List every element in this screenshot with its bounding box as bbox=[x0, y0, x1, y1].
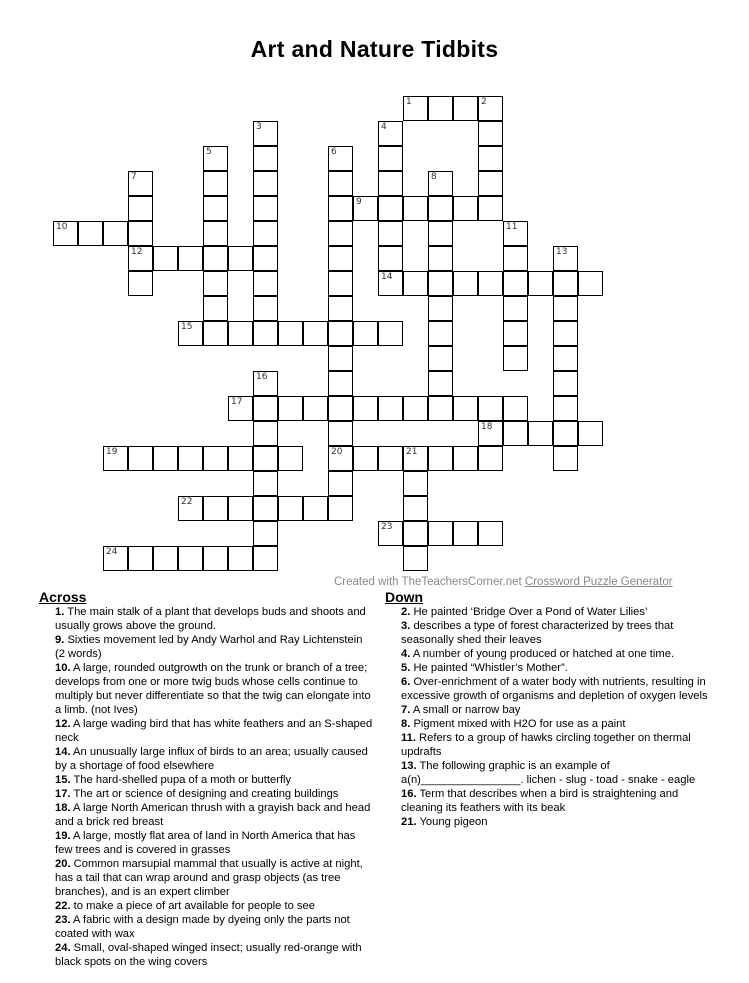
cell-number: 15 bbox=[181, 322, 193, 332]
clue-number: 13. bbox=[401, 760, 417, 772]
cell-number: 12 bbox=[131, 247, 143, 257]
grid-cell[interactable] bbox=[228, 246, 253, 271]
grid-cell[interactable] bbox=[378, 146, 403, 171]
grid-cell[interactable] bbox=[353, 321, 378, 346]
grid-cell[interactable] bbox=[428, 321, 453, 346]
grid-cell[interactable] bbox=[528, 271, 553, 296]
grid-cell[interactable] bbox=[253, 496, 278, 521]
grid-cell[interactable] bbox=[278, 496, 303, 521]
grid-cell[interactable] bbox=[253, 171, 278, 196]
grid-cell[interactable] bbox=[328, 496, 353, 521]
grid-cell[interactable] bbox=[53, 221, 78, 246]
cell-number: 20 bbox=[331, 447, 343, 457]
grid-cell[interactable] bbox=[228, 446, 253, 471]
grid-cell[interactable] bbox=[253, 246, 278, 271]
grid-cell[interactable] bbox=[553, 396, 578, 421]
grid-cell[interactable] bbox=[303, 496, 328, 521]
grid-cell[interactable] bbox=[403, 496, 428, 521]
down-clue bbox=[385, 717, 720, 731]
grid-cell[interactable] bbox=[303, 396, 328, 421]
clue-text: A fabric with a design made by dyeing only the parts not coated with wax bbox=[55, 914, 350, 940]
grid-cell[interactable] bbox=[128, 271, 153, 296]
grid-cell[interactable] bbox=[128, 196, 153, 221]
grid-cell[interactable] bbox=[253, 196, 278, 221]
grid-cell[interactable] bbox=[378, 321, 403, 346]
grid-cell[interactable] bbox=[328, 146, 353, 171]
grid-cell[interactable] bbox=[553, 271, 578, 296]
clue-text: He painted “Whistler’s Mother”. bbox=[410, 662, 568, 674]
down-heading: Down bbox=[385, 589, 424, 605]
clue-text: The following graphic is an example of a(n)________________. lichen - slug - toad - snake - eagle bbox=[401, 760, 696, 786]
grid-cell[interactable] bbox=[403, 271, 428, 296]
grid-cell[interactable] bbox=[478, 121, 503, 146]
grid-cell[interactable] bbox=[253, 146, 278, 171]
cell-number: 16 bbox=[256, 372, 268, 382]
grid-cell[interactable] bbox=[553, 346, 578, 371]
grid-cell[interactable] bbox=[453, 196, 478, 221]
grid-cell[interactable] bbox=[103, 446, 128, 471]
clue-number: 20. bbox=[55, 858, 71, 870]
grid-cell[interactable] bbox=[428, 296, 453, 321]
grid-cell[interactable] bbox=[528, 421, 553, 446]
grid-cell[interactable] bbox=[253, 271, 278, 296]
grid-cell[interactable] bbox=[328, 221, 353, 246]
clue-text: A large North American thrush with a grayish back and head and a brick red breast bbox=[55, 802, 371, 828]
grid-cell[interactable] bbox=[478, 396, 503, 421]
grid-cell[interactable] bbox=[428, 246, 453, 271]
grid-cell[interactable] bbox=[403, 196, 428, 221]
clue-number: 8. bbox=[401, 718, 411, 730]
grid-cell[interactable] bbox=[253, 121, 278, 146]
across-clue-list bbox=[39, 605, 374, 969]
cell-number: 17 bbox=[231, 397, 243, 407]
grid-cell[interactable] bbox=[278, 321, 303, 346]
clue-text: A large wading bird that has white feathers and an S-shaped neck bbox=[55, 718, 373, 744]
down-clue bbox=[385, 787, 720, 815]
grid-cell[interactable] bbox=[178, 546, 203, 571]
grid-cell[interactable] bbox=[553, 246, 578, 271]
grid-cell[interactable] bbox=[128, 546, 153, 571]
grid-cell[interactable] bbox=[328, 296, 353, 321]
grid-cell[interactable] bbox=[203, 221, 228, 246]
grid-cell[interactable] bbox=[128, 446, 153, 471]
across-clue bbox=[39, 605, 374, 633]
grid-cell[interactable] bbox=[128, 246, 153, 271]
grid-cell[interactable] bbox=[578, 271, 603, 296]
grid-cell[interactable] bbox=[328, 421, 353, 446]
grid-cell[interactable] bbox=[328, 396, 353, 421]
grid-cell[interactable] bbox=[178, 246, 203, 271]
grid-cell[interactable] bbox=[203, 496, 228, 521]
grid-cell[interactable] bbox=[428, 271, 453, 296]
grid-cell[interactable] bbox=[353, 396, 378, 421]
down-clue bbox=[385, 815, 720, 829]
clue-text: Small, oval-shaped winged insect; usually red-orange with black spots on the wing covers bbox=[55, 942, 362, 968]
clue-number: 4. bbox=[401, 648, 411, 660]
down-clues bbox=[385, 590, 720, 829]
down-clue bbox=[385, 605, 720, 619]
grid-cell[interactable] bbox=[378, 396, 403, 421]
across-clue bbox=[39, 661, 374, 717]
grid-cell[interactable] bbox=[453, 96, 478, 121]
across-heading: Across bbox=[39, 589, 87, 605]
clue-text: The main stalk of a plant that develops buds and shoots and usually grows above the ground. bbox=[55, 606, 366, 632]
grid-cell[interactable] bbox=[503, 396, 528, 421]
clue-text: A small or narrow bay bbox=[410, 704, 521, 716]
grid-cell[interactable] bbox=[478, 196, 503, 221]
grid-cell[interactable] bbox=[453, 446, 478, 471]
grid-cell[interactable] bbox=[428, 446, 453, 471]
grid-cell[interactable] bbox=[203, 246, 228, 271]
grid-cell[interactable] bbox=[328, 371, 353, 396]
clue-number: 10. bbox=[55, 662, 71, 674]
grid-cell[interactable] bbox=[503, 221, 528, 246]
grid-cell[interactable] bbox=[428, 396, 453, 421]
clue-text: A number of young produced or hatched at one time. bbox=[410, 648, 675, 660]
grid-cell[interactable] bbox=[253, 421, 278, 446]
grid-cell[interactable] bbox=[103, 221, 128, 246]
grid-cell[interactable] bbox=[378, 246, 403, 271]
cell-number: 14 bbox=[381, 272, 393, 282]
grid-cell[interactable] bbox=[103, 546, 128, 571]
grid-cell[interactable] bbox=[228, 496, 253, 521]
across-clue bbox=[39, 745, 374, 773]
grid-cell[interactable] bbox=[328, 346, 353, 371]
grid-cell[interactable] bbox=[378, 221, 403, 246]
clue-number: 24. bbox=[55, 942, 71, 954]
cell-number: 3 bbox=[256, 122, 262, 132]
grid-cell[interactable] bbox=[553, 371, 578, 396]
down-clue-list bbox=[385, 605, 720, 829]
grid-cell[interactable] bbox=[403, 446, 428, 471]
cell-number: 4 bbox=[381, 122, 387, 132]
grid-cell[interactable] bbox=[78, 221, 103, 246]
grid-cell[interactable] bbox=[453, 396, 478, 421]
clue-text: A large, rounded outgrowth on the trunk or branch of a tree; develops from one or more twig buds whose cells continue to multiply but never differentiate so that the twig can elongate into a limb. (not Ives) bbox=[55, 662, 371, 716]
grid-cell[interactable] bbox=[378, 446, 403, 471]
across-clues bbox=[39, 590, 374, 969]
grid-cell[interactable] bbox=[203, 196, 228, 221]
grid-cell[interactable] bbox=[278, 446, 303, 471]
grid-cell[interactable] bbox=[403, 96, 428, 121]
clue-number: 15. bbox=[55, 774, 71, 786]
grid-cell[interactable] bbox=[253, 546, 278, 571]
grid-cell[interactable] bbox=[328, 271, 353, 296]
grid-cell[interactable] bbox=[353, 196, 378, 221]
grid-cell[interactable] bbox=[428, 96, 453, 121]
clue-text: Pigment mixed with H2O for use as a paint bbox=[410, 718, 626, 730]
grid-cell[interactable] bbox=[328, 471, 353, 496]
credit-text: Created with TheTeachersCorner.net bbox=[334, 576, 525, 588]
grid-cell[interactable] bbox=[378, 121, 403, 146]
across-clue bbox=[39, 717, 374, 745]
clue-number: 12. bbox=[55, 718, 71, 730]
grid-cell[interactable] bbox=[228, 396, 253, 421]
grid-cell[interactable] bbox=[178, 446, 203, 471]
across-clue bbox=[39, 829, 374, 857]
grid-cell[interactable] bbox=[178, 321, 203, 346]
grid-cell[interactable] bbox=[453, 271, 478, 296]
grid-cell[interactable] bbox=[203, 321, 228, 346]
clue-number: 16. bbox=[401, 788, 417, 800]
grid-cell[interactable] bbox=[478, 171, 503, 196]
grid-cell[interactable] bbox=[253, 371, 278, 396]
grid-cell[interactable] bbox=[278, 396, 303, 421]
grid-cell[interactable] bbox=[128, 171, 153, 196]
grid-cell[interactable] bbox=[478, 146, 503, 171]
grid-cell[interactable] bbox=[553, 296, 578, 321]
grid-cell[interactable] bbox=[478, 521, 503, 546]
grid-cell[interactable] bbox=[428, 171, 453, 196]
grid-cell[interactable] bbox=[153, 546, 178, 571]
clue-text: He painted ‘Bridge Over a Pond of Water Lilies’ bbox=[410, 606, 648, 618]
clue-number: 21. bbox=[401, 816, 417, 828]
generator-link[interactable]: Crossword Puzzle Generator bbox=[524, 576, 673, 588]
grid-cell[interactable] bbox=[228, 546, 253, 571]
grid-cell[interactable] bbox=[453, 521, 478, 546]
clue-text: Sixties movement led by Andy Warhol and Ray Lichtenstein (2 words) bbox=[55, 634, 363, 660]
grid-cell[interactable] bbox=[553, 421, 578, 446]
cell-number: 13 bbox=[556, 247, 568, 257]
grid-cell[interactable] bbox=[253, 321, 278, 346]
clue-number: 19. bbox=[55, 830, 71, 842]
clue-number: 14. bbox=[55, 746, 71, 758]
credit-line bbox=[334, 576, 673, 588]
cell-number: 23 bbox=[381, 522, 393, 532]
clue-text: An unusually large influx of birds to an area; usually caused by a shortage of food elsewhere bbox=[55, 746, 368, 772]
down-clue bbox=[385, 619, 720, 647]
down-clue bbox=[385, 661, 720, 675]
grid-cell[interactable] bbox=[378, 271, 403, 296]
cell-number: 24 bbox=[106, 547, 118, 557]
grid-cell[interactable] bbox=[503, 246, 528, 271]
grid-cell[interactable] bbox=[378, 196, 403, 221]
cell-number: 7 bbox=[131, 172, 137, 182]
cell-number: 8 bbox=[431, 172, 437, 182]
grid-cell[interactable] bbox=[253, 221, 278, 246]
clue-number: 6. bbox=[401, 676, 411, 688]
grid-cell[interactable] bbox=[203, 296, 228, 321]
grid-cell[interactable] bbox=[503, 321, 528, 346]
clue-number: 5. bbox=[401, 662, 411, 674]
grid-cell[interactable] bbox=[553, 446, 578, 471]
clue-number: 17. bbox=[55, 788, 71, 800]
grid-cell[interactable] bbox=[128, 221, 153, 246]
grid-cell[interactable] bbox=[328, 196, 353, 221]
clue-text: Refers to a group of hawks circling together on thermal updrafts bbox=[401, 732, 691, 758]
down-clue bbox=[385, 647, 720, 661]
grid-cell[interactable] bbox=[328, 171, 353, 196]
cell-number: 22 bbox=[181, 497, 193, 507]
down-clue bbox=[385, 731, 720, 759]
across-clue bbox=[39, 913, 374, 941]
clue-number: 11. bbox=[401, 732, 416, 744]
grid-cell[interactable] bbox=[203, 146, 228, 171]
clue-number: 2. bbox=[401, 606, 411, 618]
grid-cell[interactable] bbox=[428, 346, 453, 371]
cell-number: 10 bbox=[56, 222, 68, 232]
grid-cell[interactable] bbox=[153, 246, 178, 271]
grid-cell[interactable] bbox=[178, 496, 203, 521]
clue-text: Common marsupial mammal that usually is active at night, has a tail that can wrap around and grasp objects (as tree branches), and is an expert climber bbox=[55, 858, 363, 898]
grid-cell[interactable] bbox=[328, 446, 353, 471]
grid-cell[interactable] bbox=[578, 421, 603, 446]
grid-cell[interactable] bbox=[503, 421, 528, 446]
grid-cell[interactable] bbox=[428, 521, 453, 546]
grid-cell[interactable] bbox=[428, 221, 453, 246]
cell-number: 19 bbox=[106, 447, 118, 457]
grid-cell[interactable] bbox=[253, 521, 278, 546]
clue-number: 1. bbox=[55, 606, 65, 618]
grid-cell[interactable] bbox=[253, 471, 278, 496]
page-title: Art and Nature Tidbits bbox=[250, 36, 499, 62]
grid-cell[interactable] bbox=[553, 321, 578, 346]
clue-text: describes a type of forest characterized by trees that seasonally shed their leaves bbox=[401, 620, 674, 646]
grid-cell[interactable] bbox=[203, 446, 228, 471]
grid-cell[interactable] bbox=[153, 446, 178, 471]
clue-number: 22. bbox=[55, 900, 71, 912]
across-clue bbox=[39, 633, 374, 661]
grid-cell[interactable] bbox=[478, 446, 503, 471]
grid-cell[interactable] bbox=[328, 321, 353, 346]
cell-number: 21 bbox=[406, 447, 418, 457]
grid-cell[interactable] bbox=[428, 371, 453, 396]
grid-cell[interactable] bbox=[203, 546, 228, 571]
down-clue bbox=[385, 703, 720, 717]
grid-cell[interactable] bbox=[503, 296, 528, 321]
cell-number: 6 bbox=[331, 147, 337, 157]
cell-number: 1 bbox=[406, 97, 412, 107]
clue-text: Young pigeon bbox=[416, 816, 488, 828]
grid-cell[interactable] bbox=[403, 521, 428, 546]
grid-cell[interactable] bbox=[378, 521, 403, 546]
grid-cell[interactable] bbox=[478, 271, 503, 296]
grid-cell[interactable] bbox=[228, 321, 253, 346]
cell-number: 2 bbox=[481, 97, 487, 107]
grid-cell[interactable] bbox=[253, 396, 278, 421]
clue-number: 9. bbox=[55, 634, 65, 646]
clue-number: 3. bbox=[401, 620, 411, 632]
grid-cell[interactable] bbox=[253, 296, 278, 321]
clue-text: Over-enrichment of a water body with nutrients, resulting in excessive growth of organisms and depletion of oxygen levels bbox=[401, 676, 708, 702]
clue-text: to make a piece of art available for people to see bbox=[70, 900, 315, 912]
across-clue bbox=[39, 857, 374, 899]
grid-cell[interactable] bbox=[328, 246, 353, 271]
grid-cell[interactable] bbox=[428, 196, 453, 221]
grid-cell[interactable] bbox=[478, 421, 503, 446]
across-clue bbox=[39, 801, 374, 829]
grid-cell[interactable] bbox=[403, 546, 428, 571]
grid-cell[interactable] bbox=[403, 396, 428, 421]
across-clue bbox=[39, 787, 374, 801]
grid-cell[interactable] bbox=[253, 446, 278, 471]
cell-number: 9 bbox=[356, 197, 362, 207]
clue-text: The hard-shelled pupa of a moth or butterfly bbox=[70, 774, 292, 786]
across-clue bbox=[39, 773, 374, 787]
grid-cell[interactable] bbox=[503, 346, 528, 371]
down-clue bbox=[385, 675, 720, 703]
clue-number: 18. bbox=[55, 802, 71, 814]
grid-cell[interactable] bbox=[503, 271, 528, 296]
clue-number: 23. bbox=[55, 914, 71, 926]
clue-text: A large, mostly flat area of land in North America that has few trees and is covered in grasses bbox=[55, 830, 356, 856]
grid-cell[interactable] bbox=[303, 321, 328, 346]
across-clue bbox=[39, 899, 374, 913]
grid-cell[interactable] bbox=[203, 171, 228, 196]
clue-number: 7. bbox=[401, 704, 411, 716]
grid-cell[interactable] bbox=[403, 471, 428, 496]
grid-cell[interactable] bbox=[378, 171, 403, 196]
cell-number: 11 bbox=[506, 222, 518, 232]
across-clue bbox=[39, 941, 374, 969]
grid-cell[interactable] bbox=[203, 271, 228, 296]
cell-number: 5 bbox=[206, 147, 212, 157]
grid-cell[interactable] bbox=[353, 446, 378, 471]
clue-text: The art or science of designing and creating buildings bbox=[70, 788, 339, 800]
clue-text: Term that describes when a bird is straightening and cleaning its feathers with its beak bbox=[401, 788, 679, 814]
cell-number: 18 bbox=[481, 422, 493, 432]
down-clue bbox=[385, 759, 720, 787]
grid-cell[interactable] bbox=[478, 96, 503, 121]
